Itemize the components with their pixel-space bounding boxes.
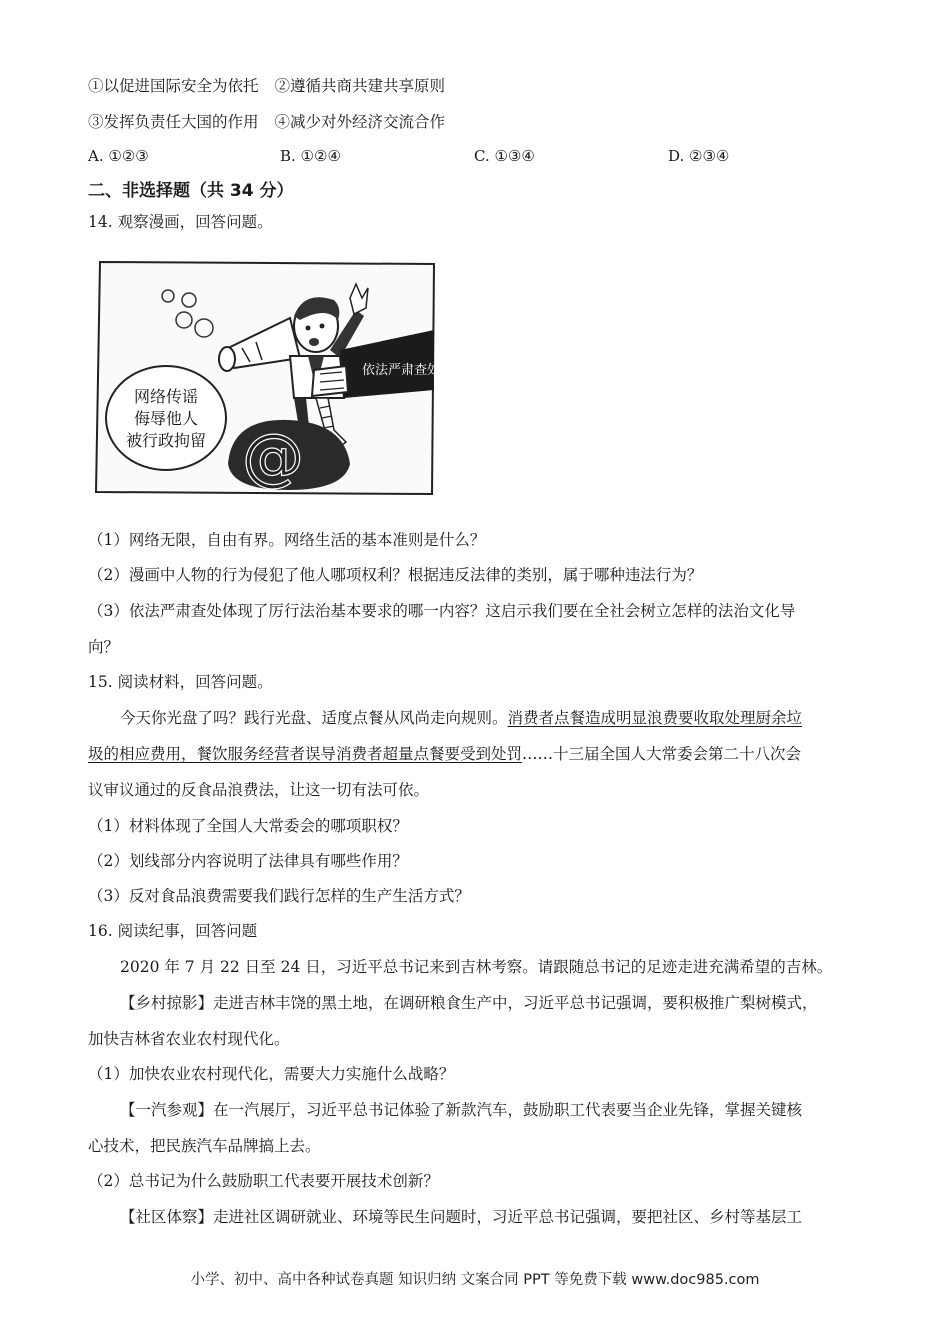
q15-sub-question-2: （2）划线部分内容说明了法律具有哪些作用？ <box>88 852 408 870</box>
q15-stem: 15. 阅读材料，回答问题。 <box>88 673 273 691</box>
q15-underlined-text-2: 圾的相应费用，餐饮服务经营者误导消费者超量点餐要受到处罚 <box>88 745 523 763</box>
sleeve-label: 依法严肃查处 <box>362 363 438 378</box>
q16-stem: 16. 阅读纪事，回答问题 <box>88 922 258 940</box>
q15-underlined-text-1: 消费者点餐造成明显浪费要收取处理厨余垃 <box>507 709 803 727</box>
q16-sub-question-1: （1）加快农业农村现代化，需要大力实施什么战略？ <box>88 1065 455 1083</box>
caption-line-1: 网络传谣 <box>133 387 199 406</box>
q13-statement-4: ④减少对外经济交流合作 <box>274 113 446 131</box>
q14-sub-question-1: （1）网络无限，自由有界。网络生活的基本准则是什么？ <box>88 531 486 549</box>
q16-faw-line-2: 心技术，把民族汽车品牌搞上去。 <box>88 1137 321 1155</box>
caption-line-2: 侮辱他人 <box>133 409 199 428</box>
cartoon-image <box>94 258 438 498</box>
q15-sub-question-3: （3）反对食品浪费需要我们践行怎样的生产生活方式？ <box>88 887 470 905</box>
q13-statement-3: ③发挥负责任大国的作用 <box>88 113 259 131</box>
page-footer: 小学、初中、高中各种试卷真题 知识归纳 文案合同 PPT 等免费下载 www.doc985.com <box>190 1272 760 1288</box>
q13-option-d: D. ②③④ <box>668 147 730 165</box>
q14-sub-question-3-line-2: 向？ <box>88 638 120 656</box>
caption-line-3: 被行政拘留 <box>125 431 207 450</box>
cartoon-drawing <box>94 258 438 498</box>
q15-material-text-2: ……十三届全国人大常委会第二十八次会 <box>522 745 802 763</box>
q16-sub-question-2: （2）总书记为什么鼓励职工代表要开展技术创新？ <box>88 1172 439 1190</box>
q15-material-text: 今天你光盘了吗？践行光盘、适度点餐从风尚走向规则。 <box>120 709 508 727</box>
q15-sub-question-1: （1）材料体现了全国人大常委会的哪项职权？ <box>88 817 408 835</box>
q13-statement-2: ②遵循共商共建共享原则 <box>274 77 446 95</box>
q13-statement-row-2 <box>88 112 445 132</box>
q16-faw-line-1: 【一汽参观】在一汽展厅，习近平总书记体验了新款汽车，鼓励职工代表要当企业先锋，掌握关键核 <box>120 1101 803 1119</box>
q15-material-line-1 <box>120 708 802 728</box>
q13-statement-row-1 <box>88 76 445 96</box>
q14-sub-question-2: （2）漫画中人物的行为侵犯了他人哪项权利？根据违反法律的类别，属于哪种违法行为？ <box>88 566 703 584</box>
q13-option-a: A. ①②③ <box>88 147 149 165</box>
q15-material-line-2 <box>88 744 801 764</box>
q15-material-line-3: 议审议通过的反食品浪费法，让这一切有法可依。 <box>88 781 430 799</box>
q14-sub-question-3-line-1: （3）依法严肃查处体现了厉行法治基本要求的哪一内容？这启示我们要在全社会树立怎样的法治文化导 <box>88 602 796 620</box>
at-symbol-icon: @ <box>242 420 304 493</box>
q14-stem: 14. 观察漫画，回答问题。 <box>88 213 273 231</box>
q16-intro: 2020 年 7 月 22 日至 24 日，习近平总书记来到吉林考察。请跟随总书记的足迹走进充满希望的吉林。 <box>120 958 833 976</box>
q16-rural-line-1: 【乡村掠影】走进吉林丰饶的黑土地，在调研粮食生产中，习近平总书记强调，要积极推广梨树模式， <box>120 994 818 1012</box>
q13-option-b: B. ①②④ <box>280 147 341 165</box>
section-heading: 二、非选择题（共 34 分） <box>88 181 294 201</box>
q13-option-c: C. ①③④ <box>474 147 535 165</box>
q13-statement-1: ①以促进国际安全为依托 <box>88 77 259 95</box>
q16-community-line-1: 【社区体察】走进社区调研就业、环境等民生问题时，习近平总书记强调，要把社区、乡村等基层工 <box>120 1208 803 1226</box>
q16-rural-line-2: 加快吉林省农业农村现代化。 <box>88 1030 290 1048</box>
